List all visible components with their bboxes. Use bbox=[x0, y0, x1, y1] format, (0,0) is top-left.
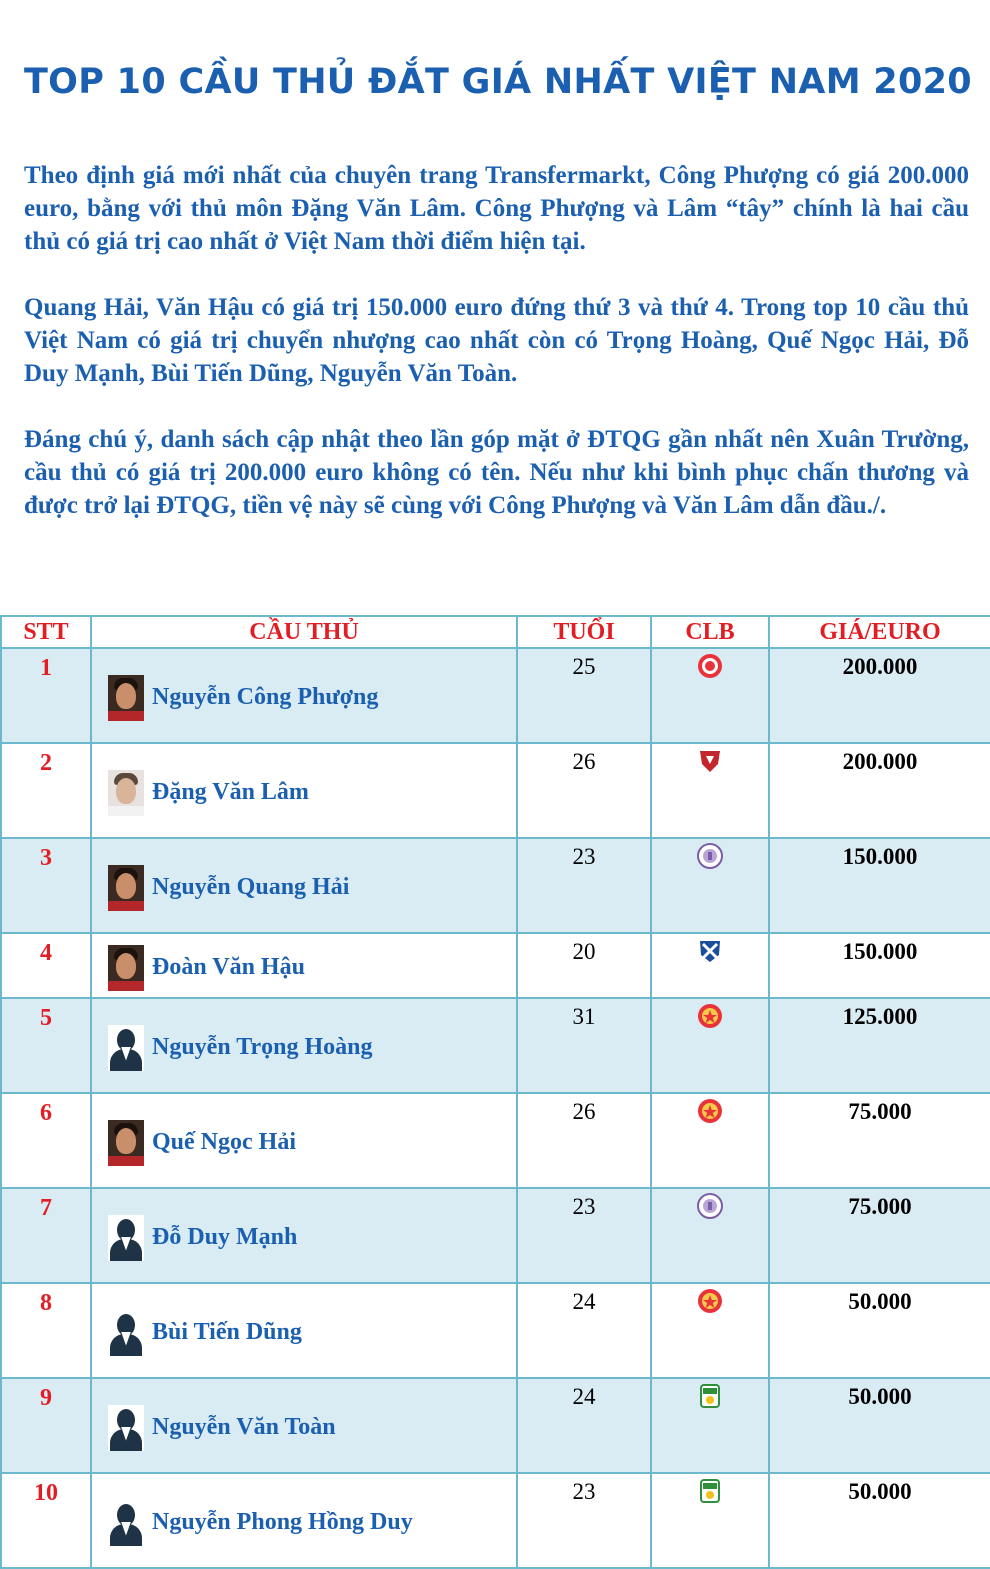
player-age: 23 bbox=[517, 1188, 651, 1283]
player-age: 26 bbox=[517, 743, 651, 838]
player-age: 25 bbox=[517, 648, 651, 743]
player-name: Đoàn Văn Hậu bbox=[152, 954, 305, 980]
player-cell bbox=[91, 1188, 517, 1283]
rank-number: 8 bbox=[1, 1283, 91, 1378]
player-price: 50.000 bbox=[769, 1283, 990, 1378]
avatar-placeholder-icon bbox=[108, 1310, 144, 1356]
rank-number: 2 bbox=[1, 743, 91, 838]
rank-number: 1 bbox=[1, 648, 91, 743]
player-cell bbox=[91, 933, 517, 998]
table-row bbox=[1, 1093, 990, 1188]
club-cell bbox=[651, 1473, 769, 1568]
player-name: Bùi Tiến Dũng bbox=[152, 1319, 302, 1345]
player-name: Đỗ Duy Mạnh bbox=[152, 1224, 298, 1250]
avatar-placeholder-icon bbox=[108, 1500, 144, 1546]
player-price: 200.000 bbox=[769, 743, 990, 838]
table-row bbox=[1, 743, 990, 838]
table-body bbox=[1, 648, 990, 1568]
player-age: 31 bbox=[517, 998, 651, 1093]
player-cell bbox=[91, 838, 517, 933]
club-cell bbox=[651, 933, 769, 998]
player-name: Nguyễn Phong Hồng Duy bbox=[152, 1509, 413, 1535]
header-player: CẦU THỦ bbox=[91, 616, 517, 648]
red-star-round-crest-icon bbox=[697, 1111, 723, 1128]
player-cell bbox=[91, 648, 517, 743]
red-star-round-crest-icon bbox=[697, 1016, 723, 1033]
intro-paragraph-1: Theo định giá mới nhất của chuyên trang Transfermarkt, Công Phượng có giá 200.000 euro, bằng với thủ môn Đặng Văn Lâm. Công Phượng và Lâm “tây” chính là hai cầu thủ có giá trị cao nhất ở Việt Nam thời điểm hiện tại. bbox=[24, 162, 969, 255]
table-row bbox=[1, 998, 990, 1093]
header-stt: STT bbox=[1, 616, 91, 648]
table-row bbox=[1, 1378, 990, 1473]
player-price: 150.000 bbox=[769, 838, 990, 933]
club-cell bbox=[651, 1093, 769, 1188]
table-row bbox=[1, 648, 990, 743]
player-name: Nguyễn Công Phượng bbox=[152, 684, 379, 710]
purple-round-crest-icon bbox=[697, 1206, 723, 1223]
player-cell bbox=[91, 743, 517, 838]
table-row bbox=[1, 838, 990, 933]
avatar bbox=[108, 1120, 144, 1166]
page-title: TOP 10 CẦU THỦ ĐẮT GIÁ NHẤT VIỆT NAM 2020 bbox=[24, 62, 972, 102]
green-yellow-crest-icon bbox=[697, 1491, 723, 1508]
table-row bbox=[1, 1188, 990, 1283]
player-name: Nguyễn Văn Toàn bbox=[152, 1414, 336, 1440]
player-price: 75.000 bbox=[769, 1093, 990, 1188]
club-cell bbox=[651, 1188, 769, 1283]
rank-number: 9 bbox=[1, 1378, 91, 1473]
rank-number: 4 bbox=[1, 933, 91, 998]
club-cell bbox=[651, 743, 769, 838]
red-shield-crest-icon bbox=[697, 761, 723, 778]
club-cell bbox=[651, 1283, 769, 1378]
club-cell bbox=[651, 838, 769, 933]
player-price: 150.000 bbox=[769, 933, 990, 998]
avatar bbox=[108, 945, 144, 991]
player-name: Quế Ngọc Hải bbox=[152, 1129, 296, 1155]
blue-striped-shield-icon bbox=[697, 951, 723, 968]
ranking-table bbox=[0, 615, 990, 1569]
avatar bbox=[108, 865, 144, 911]
table-row bbox=[1, 933, 990, 998]
avatar bbox=[108, 770, 144, 816]
purple-round-crest-icon bbox=[697, 856, 723, 873]
player-price: 75.000 bbox=[769, 1188, 990, 1283]
header-club: CLB bbox=[651, 616, 769, 648]
player-age: 26 bbox=[517, 1093, 651, 1188]
player-age: 24 bbox=[517, 1378, 651, 1473]
red-round-crest-icon bbox=[697, 666, 723, 683]
club-cell bbox=[651, 648, 769, 743]
club-cell bbox=[651, 1378, 769, 1473]
player-cell bbox=[91, 998, 517, 1093]
intro-paragraph-2: Quang Hải, Văn Hậu có giá trị 150.000 euro đứng thứ 3 và thứ 4. Trong top 10 cầu thủ Việt Nam có giá trị chuyển nhượng cao nhất còn có Trọng Hoàng, Quế Ngọc Hải, Đỗ Duy Mạnh, Bùi Tiến Dũng, Nguyễn Văn Toàn. bbox=[24, 294, 969, 387]
player-price: 50.000 bbox=[769, 1378, 990, 1473]
header-age: TUỔI bbox=[517, 616, 651, 648]
table-header-row bbox=[1, 616, 990, 648]
table-row bbox=[1, 1473, 990, 1568]
rank-number: 10 bbox=[1, 1473, 91, 1568]
rank-number: 7 bbox=[1, 1188, 91, 1283]
red-star-round-crest-icon bbox=[697, 1301, 723, 1318]
avatar-placeholder-icon bbox=[108, 1025, 144, 1071]
player-age: 23 bbox=[517, 1473, 651, 1568]
player-cell bbox=[91, 1093, 517, 1188]
intro-paragraph-3: Đáng chú ý, danh sách cập nhật theo lần góp mặt ở ĐTQG gần nhất nên Xuân Trường, cầu thủ có giá trị 200.000 euro không có tên. Nếu như khi bình phục chấn thương và được trở lại ĐTQG, tiền vệ này sẽ cùng với Công Phượng và Văn Lâm dẫn đầu./. bbox=[24, 426, 969, 519]
player-price: 125.000 bbox=[769, 998, 990, 1093]
player-cell bbox=[91, 1378, 517, 1473]
player-price: 200.000 bbox=[769, 648, 990, 743]
avatar bbox=[108, 675, 144, 721]
player-age: 24 bbox=[517, 1283, 651, 1378]
club-cell bbox=[651, 998, 769, 1093]
player-age: 20 bbox=[517, 933, 651, 998]
rank-number: 3 bbox=[1, 838, 91, 933]
avatar-placeholder-icon bbox=[108, 1405, 144, 1451]
rank-number: 6 bbox=[1, 1093, 91, 1188]
player-price: 50.000 bbox=[769, 1473, 990, 1568]
player-name: Nguyễn Trọng Hoàng bbox=[152, 1034, 373, 1060]
rank-number: 5 bbox=[1, 998, 91, 1093]
avatar-placeholder-icon bbox=[108, 1215, 144, 1261]
player-cell bbox=[91, 1473, 517, 1568]
player-cell bbox=[91, 1283, 517, 1378]
table-row bbox=[1, 1283, 990, 1378]
green-yellow-crest-icon bbox=[697, 1396, 723, 1413]
header-price: GIÁ/EURO bbox=[769, 616, 990, 648]
player-name: Nguyễn Quang Hải bbox=[152, 874, 350, 900]
player-name: Đặng Văn Lâm bbox=[152, 779, 309, 805]
player-age: 23 bbox=[517, 838, 651, 933]
